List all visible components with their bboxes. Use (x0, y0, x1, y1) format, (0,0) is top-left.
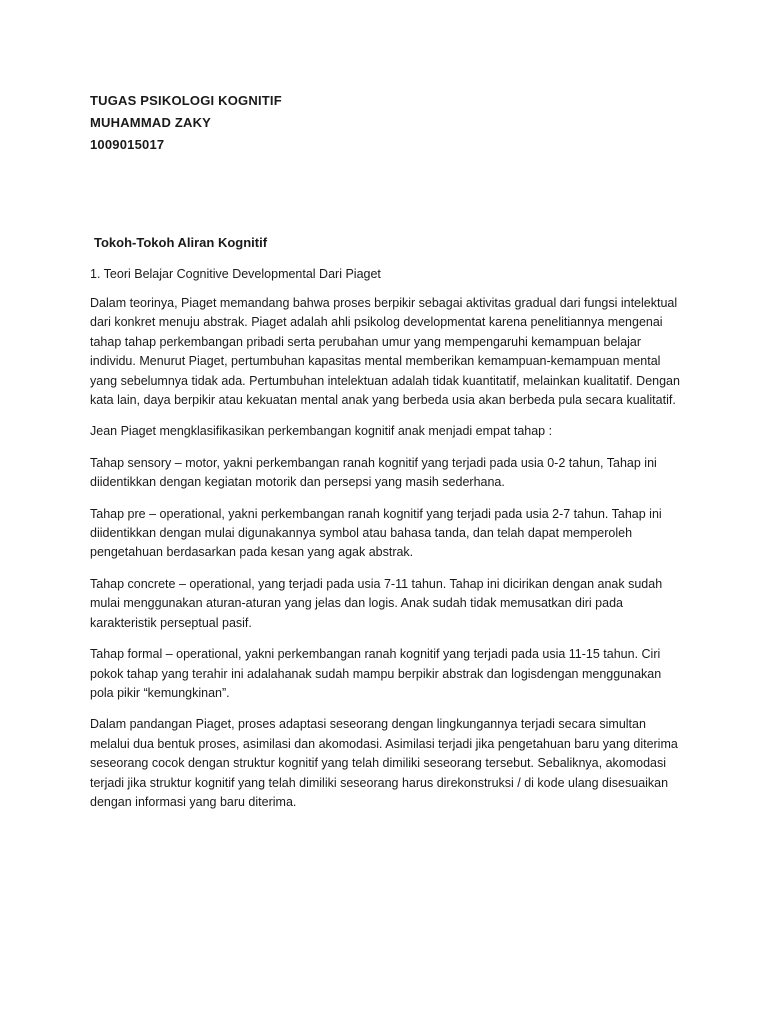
student-id: 1009015017 (90, 137, 165, 152)
paragraph-formal-operational: Tahap formal – operational, yakni perkembangan ranah kognitif yang terjadi pada usia 11-15 tahun. Ciri pokok tahap yang terahir ini adalahanak sudah mampu berpikir abstrak dan logisdengan menggunakan pola pikir “kemungkinan”. (90, 647, 662, 700)
paragraph-classification: Jean Piaget mengklasifikasikan perkembangan kognitif anak menjadi empat tahap : (90, 424, 553, 439)
document-title: Tokoh-Tokoh Aliran Kognitif (94, 235, 268, 250)
student-name: MUHAMMAD ZAKY (90, 115, 212, 130)
document-body (90, 264, 680, 824)
paragraph-intro: Dalam teorinya, Piaget memandang bahwa proses berpikir sebagai aktivitas gradual dari fungsi intelektual dari konkret menuju abstrak. Piaget adalah ahli psikolog developmentat karena penelitiannya mengenai tahap tahap perkembangan pribadi serta perubahan umur yang mempengaruhi kemampuan belajar individu. Menurut Piaget, pertumbuhan kapasitas mental memberikan kemampuan-kemampuan mental yang sebelumnya tidak ada. Pertumbuhan intelektuan adalah tidak kuantitatif, melainkan kualitatif. Dengan kata lain, daya berpikir atau kekuatan mental anak yang berbeda usia akan berbeda pula secara kualitatif. (90, 296, 680, 408)
section-heading: 1. Teori Belajar Cognitive Developmental Dari Piaget (90, 267, 381, 281)
paragraph-concrete-operational: Tahap concrete – operational, yang terjadi pada usia 7-11 tahun. Tahap ini dicirikan dengan anak sudah mulai menggunakan aturan-aturan yang jelas dan logis. Anak sudah tidak memusatkan diri pada karakteristik perseptual pasif. (90, 576, 663, 630)
course-title: TUGAS PSIKOLOGI KOGNITIF (90, 93, 282, 108)
document-header (90, 90, 690, 156)
paragraph-adaptation: Dalam pandangan Piaget, proses adaptasi seseorang dengan lingkungannya terjadi secara simultan melalui dua bentuk proses, asimilasi dan akomodasi. Asimilasi terjadi jika pengetahuan baru yang diterima seseorang cocok dengan struktur kognitif yang telah dimiliki seseorang tersebut. Sebaliknya, akomodasi terjadi jika struktur kognitif yang telah dimiliki seseorang harus direkonstruksi / di kode ulang disesuaikan dengan informasi yang baru diterima. (90, 717, 678, 809)
paragraph-pre-operational: Tahap pre – operational, yakni perkembangan ranah kognitif yang terjadi pada usia 2-7 tahun. Tahap ini diidentikkan dengan mulai digunakannya symbol atau bahasa tanda, dan telah dapat memperoleh pengetahuan berdasarkan pada kesan yang agak abstrak. (90, 506, 662, 560)
paragraph-sensory-motor: Tahap sensory – motor, yakni perkembangan ranah kognitif yang terjadi pada usia 0-2 tahun, Tahap ini diidentikkan dengan kegiatan motorik dan persepsi yang masih sederhana. (90, 455, 657, 490)
